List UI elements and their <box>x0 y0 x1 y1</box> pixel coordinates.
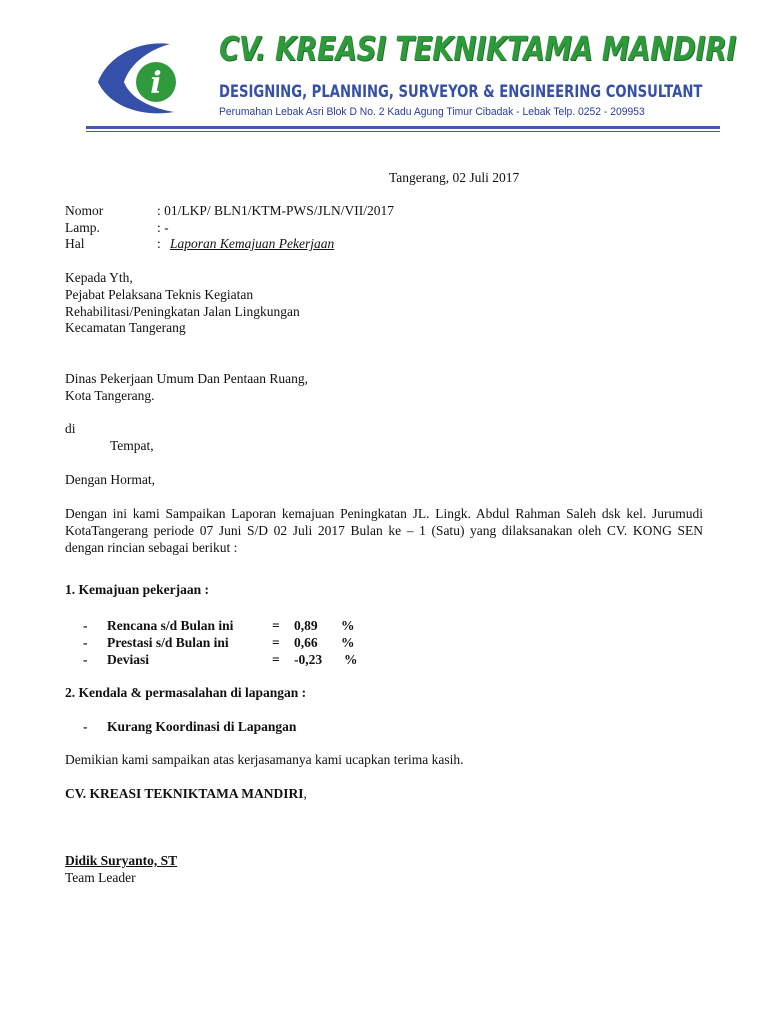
recipient-line: Kepada Yth, <box>65 270 133 285</box>
item-eq: = <box>272 652 280 667</box>
item-label: Kurang Koordinasi di Lapangan <box>107 719 297 734</box>
lamp-label: Lamp. <box>65 220 100 235</box>
item-dash: - <box>83 719 88 734</box>
svg-text:i: i <box>150 66 162 101</box>
sign-company-comma: , <box>303 786 307 801</box>
item-label: Rencana s/d Bulan ini <box>107 618 234 633</box>
item-dash: - <box>83 618 88 633</box>
sign-company-name: CV. KREASI TEKNIKTAMA MANDIRI <box>65 786 304 801</box>
recipient-line: Dinas Pekerjaan Umum Dan Pentaan Ruang, <box>65 371 308 386</box>
item-label: Deviasi <box>107 652 149 667</box>
nomor-value: : 01/LKP/ BLN1/KTM-PWS/JLN/VII/2017 <box>157 203 395 218</box>
item-dash: - <box>83 652 88 667</box>
item-eq: = <box>272 635 280 650</box>
closing-text: Demikian kami sampaikan atas kerjasamanya kami ucapkan terima kasih. <box>65 752 464 767</box>
item-unit: % <box>344 652 358 667</box>
company-tagline: DESIGNING, PLANNING, SURVEYOR & ENGINEERING CONSULTANT <box>219 82 703 101</box>
item-unit: % <box>341 618 355 633</box>
signer-title: Team Leader <box>65 870 136 885</box>
company-name: CV. KREASI TEKNIKTAMA MANDIRI <box>219 29 737 68</box>
letterhead-rule-thin <box>86 131 720 132</box>
item-unit: % <box>341 635 355 650</box>
greeting: Dengan Hormat, <box>65 472 155 487</box>
letterhead-rule <box>86 126 720 129</box>
recipient-line: Rehabilitasi/Peningkatan Jalan Lingkungan <box>65 304 300 319</box>
item-value: -0,23 <box>294 652 323 667</box>
item-label: Prestasi s/d Bulan ini <box>107 635 229 650</box>
company-address: Perumahan Lebak Asri Blok D No. 2 Kadu Agung Timur Cibadak - Lebak Telp. 0252 - 209953 <box>219 106 645 118</box>
recipient-line: Pejabat Pelaksana Teknis Kegiatan <box>65 287 254 302</box>
hal-value: Laporan Kemajuan Pekerjaan <box>170 236 335 251</box>
item-eq: = <box>272 618 280 633</box>
item-dash: - <box>83 635 88 650</box>
item-value: 0,89 <box>294 618 318 633</box>
recipient-tempat: Tempat, <box>110 438 154 453</box>
section1-heading: 1. Kemajuan pekerjaan : <box>65 582 209 597</box>
body-paragraph: Dengan ini kami Sampaikan Laporan kemajuan Peningkatan JL. Lingk. Abdul Rahman Saleh dsk kel. Jurumudi KotaTangerang periode 07 Juni S/D 02 Juli 2017 Bulan ke – 1 (Satu) yang dilaksanakan oleh CV. KONG SEN dengan rincian sebagai berikut : <box>65 506 703 555</box>
sign-company <box>65 786 307 803</box>
section2-heading: 2. Kendala & permasalahan di lapangan : <box>65 685 307 700</box>
lamp-value: : - <box>157 220 169 235</box>
item-value: 0,66 <box>294 635 318 650</box>
recipient-di: di <box>65 421 76 436</box>
place-date: Tangerang, 02 Juli 2017 <box>389 170 520 185</box>
recipient-line: Kota Tangerang. <box>65 388 155 403</box>
recipient-line: Kecamatan Tangerang <box>65 320 186 335</box>
hal-label: Hal <box>65 236 85 251</box>
hal-colon: : <box>157 236 161 251</box>
company-logo-icon <box>94 38 188 120</box>
letterhead <box>86 20 737 136</box>
signer-name: Didik Suryanto, ST <box>65 853 178 868</box>
nomor-label: Nomor <box>65 203 104 218</box>
